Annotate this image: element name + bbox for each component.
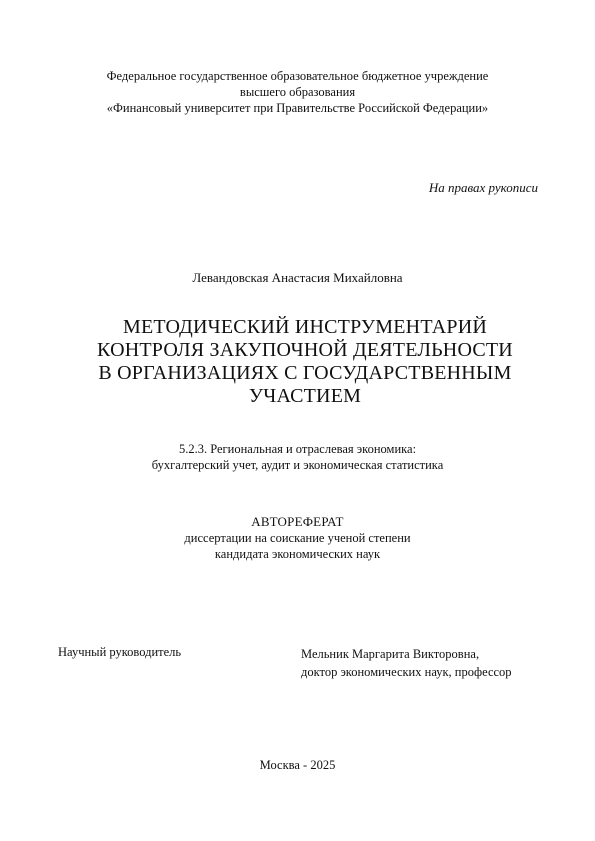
specialty-line-1: 5.2.3. Региональная и отраслевая экономика: [178, 442, 417, 456]
city-year: Москва - 2025 [259, 758, 336, 772]
institution-line-3: «Финансовый университет при Правительстве Российской Федерации» [106, 101, 489, 115]
abstract-line-2: кандидата экономических наук [214, 547, 381, 561]
abstract-block [0, 514, 595, 562]
abstract-title: АВТОРЕФЕРАТ [251, 514, 344, 529]
title-line-1: МЕТОДИЧЕСКИЙ ИНСТРУМЕНТАРИЙ [122, 316, 487, 338]
supervisor-degree: доктор экономических наук, профессор [301, 665, 512, 679]
institution-line-1: Федеральное государственное образовательное бюджетное учреждение [106, 69, 489, 83]
dissertation-title [60, 316, 550, 408]
title-line-2: КОНТРОЛЯ ЗАКУПОЧНОЙ ДЕЯТЕЛЬНОСТИ [97, 339, 513, 361]
supervisor-label: Научный руководитель [58, 645, 182, 659]
supervisor-name: Мельник Маргарита Викторовна, [301, 647, 480, 661]
supervisor-info [301, 645, 512, 681]
institution-line-2: высшего образования [239, 85, 356, 99]
title-line-3: В ОРГАНИЗАЦИЯХ С ГОСУДАРСТВЕННЫМ [98, 362, 512, 384]
author-name: Левандовская Анастасия Михайловна [192, 270, 403, 285]
specialty-line-2: бухгалтерский учет, аудит и экономическая статистика [151, 458, 444, 472]
title-line-4: УЧАСТИЕМ [248, 385, 362, 407]
institution-block [0, 68, 595, 116]
manuscript-note: На правах рукописи [428, 180, 538, 195]
specialty-block [0, 441, 595, 473]
abstract-line-1: диссертации на соискание ученой степени [184, 531, 411, 545]
